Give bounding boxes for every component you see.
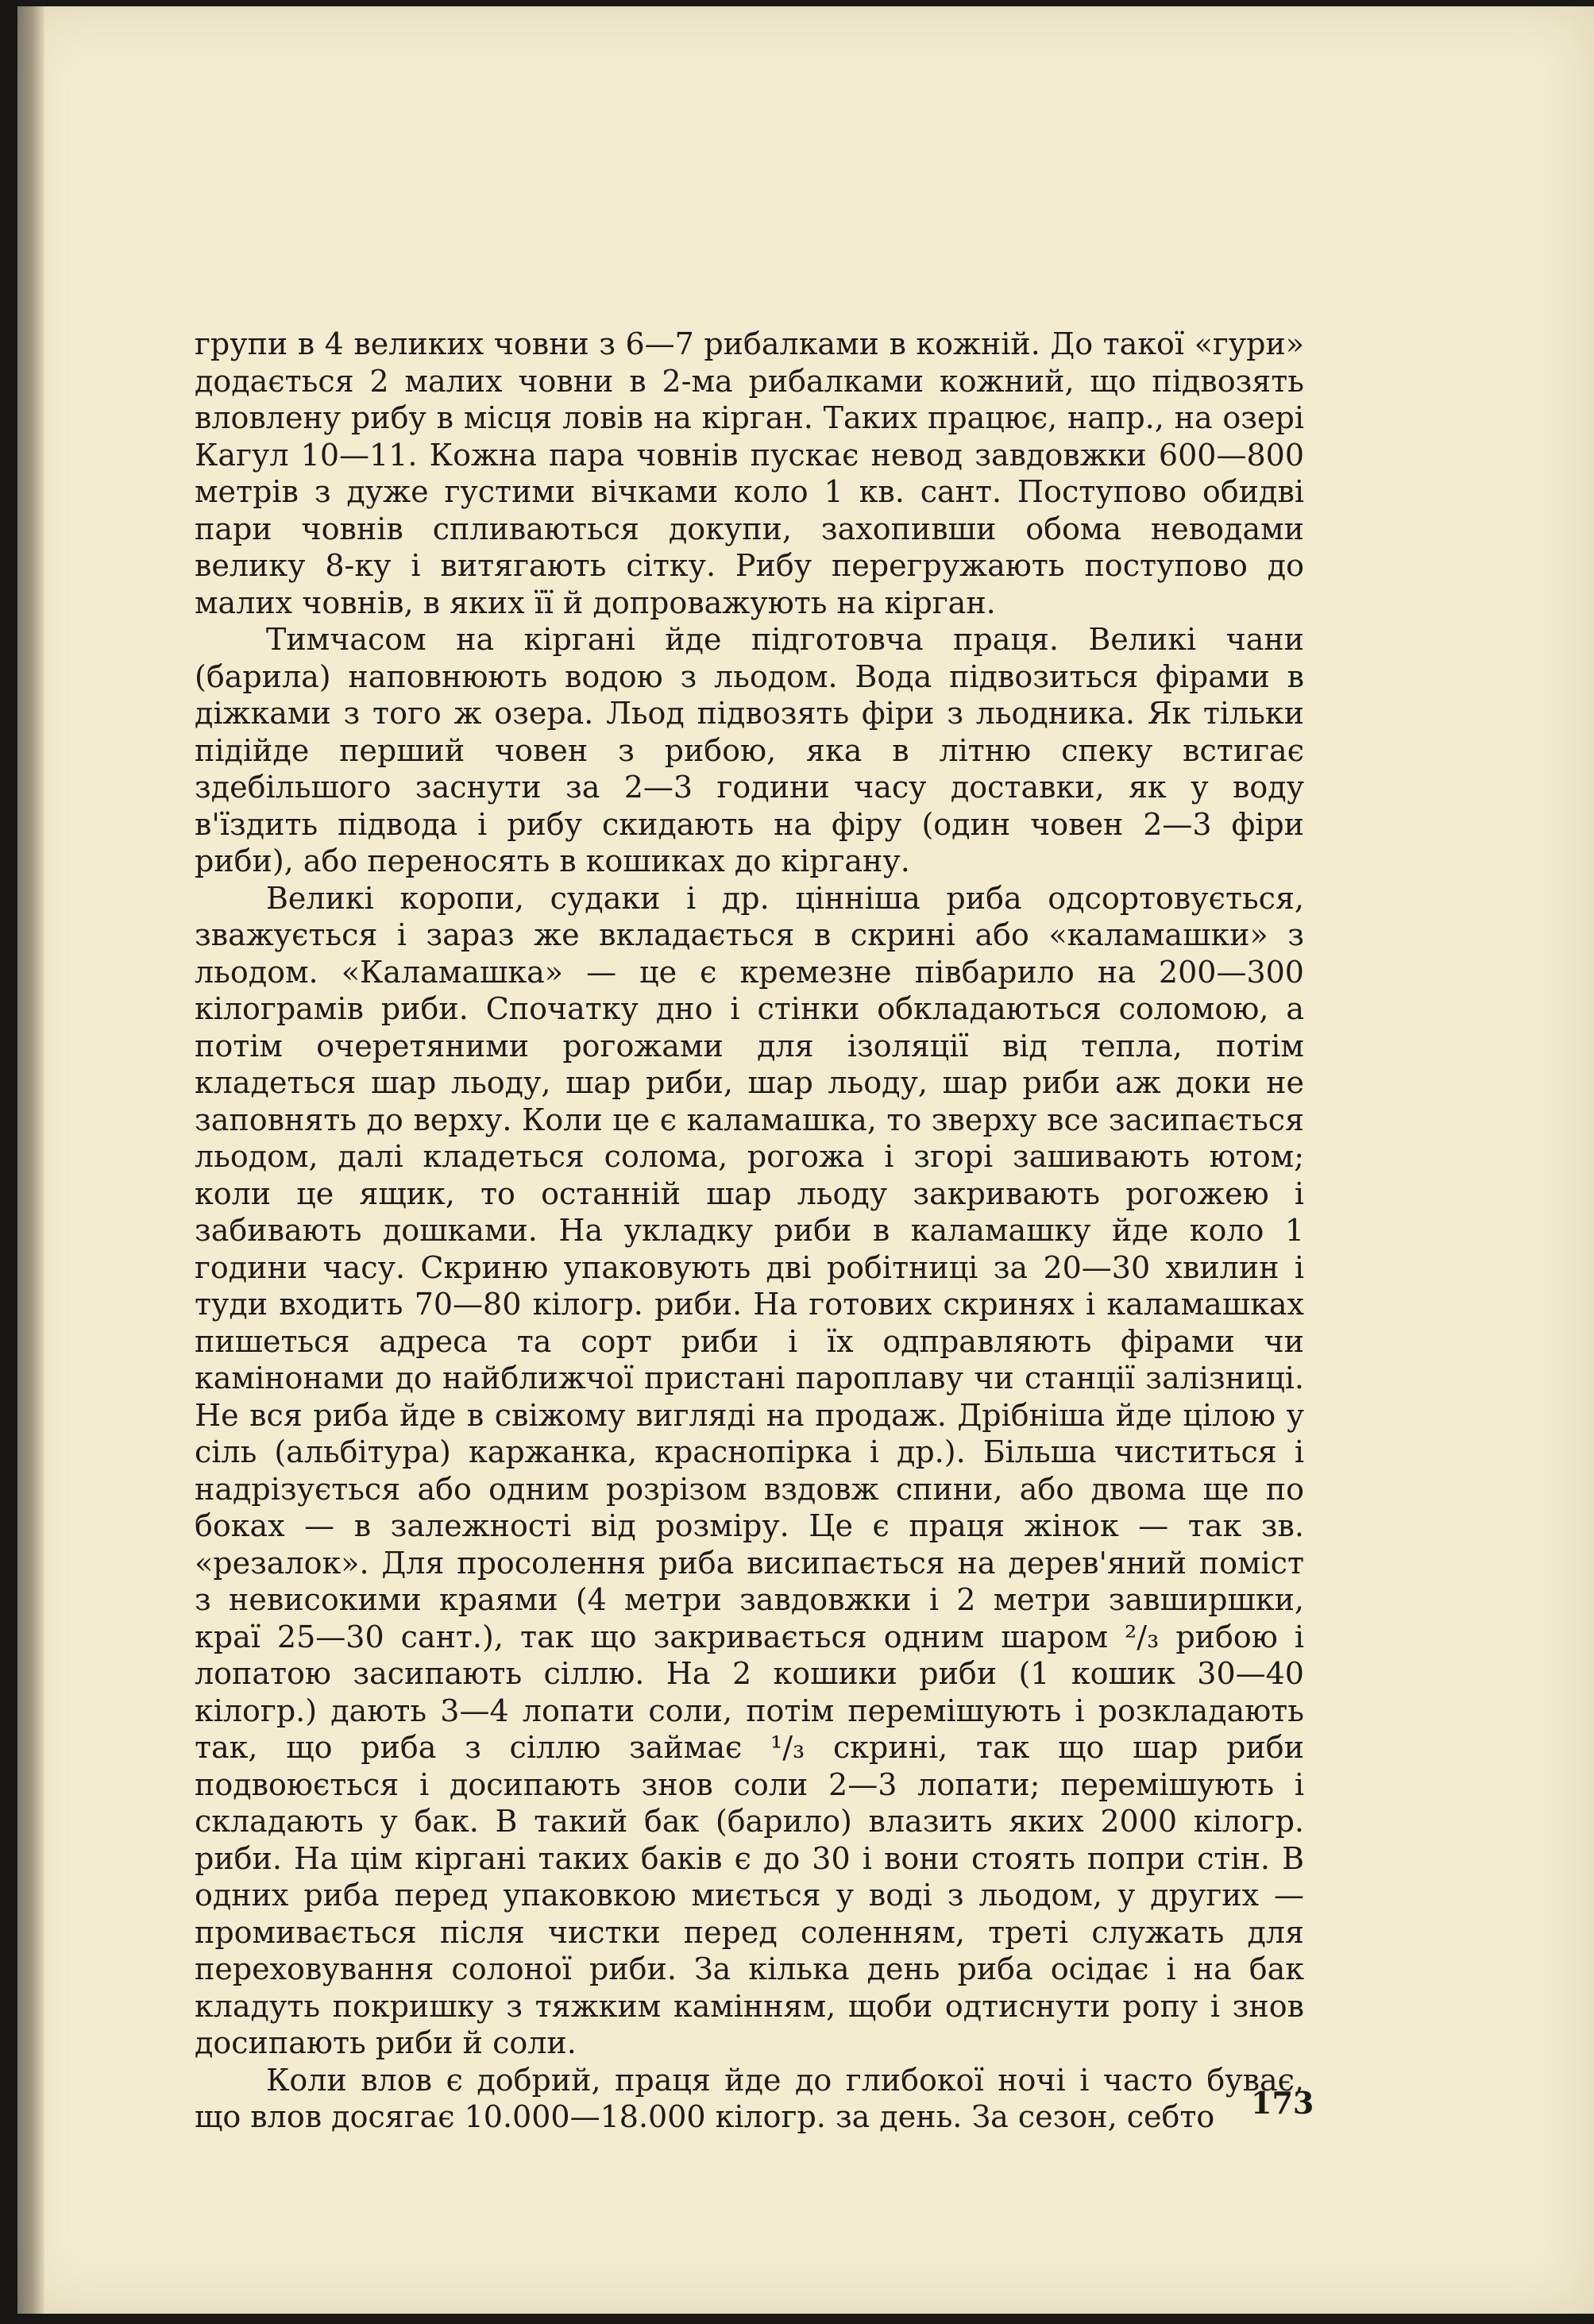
paragraph-2: Тимчасом на кіргані йде підготовча праця. Великі чани (барила) наповнюють водою з льодом. Вода підвозиться фірами в діжками з того ж озера. Льод підвозять фіри з льодника. Як тільки підійде перший човен з рибою, яка в літню спеку встигає здебільшого заснути за 2—3 години часу доставки, як у воду в'їздить підвода і рибу скидають на фіру (один човен 2—3 фіри риби), або переносять в кошиках до кіргану. xyxy=(195,622,1304,878)
page-number: 173 xyxy=(1251,2085,1314,2121)
page-binding-edge xyxy=(17,6,44,2314)
paragraph-3: Великі коропи, судаки і др. цінніша риба одсортовується, зважується і зараз же вкладається в скрині або «каламашки» з льодом. «Каламашка» — це є кремезне півбарило на 200—300 кілограмів риби. Спочатку дно і стінки обкладаються соломою, а потім очеретяними рогожами для ізоляції від тепла, потім кладеться шар льоду, шар риби, шар льоду, шар риби аж доки не заповнять до верху. Коли це є каламашка, то зверху все засипається льодом, далі кладеться солома, рогожа і згорі зашивають ютом; коли це ящик, то останній шар льоду закривають рогожею і забивають дошками. На укладку риби в каламашку йде коло 1 години часу. Скриню упаковують дві робітниці за 20—30 хвилин і туди входить 70—80 кілогр. риби. На готових скринях і каламашках пишеться адреса та сорт риби і їх одправляють фірами чи камінонами до найближчої пристані пароплаву чи станції залізниці. Не вся риба йде в свіжому вигляді на продаж. Дрібніша йде цілою у сіль (альбітура) каржанка, краснопірка і др.). Більша чиститься і надрізується або одним розрізом вздовж спини, або двома ще по боках — в залежності від розміру. Це є праця жінок — так зв. «резалок». Для просолення риба висипається на дерев'яний поміст з невисокими краями (4 метри завдовжки і 2 метри завширшки, краї 25—30 сант.), так що закривається одним шаром ²/₃ рибою і лопатою засипають сіллю. На 2 кошики риби (1 кошик 30—40 кілогр.) дають 3—4 лопати соли, потім перемішують і розкладають так, що риба з сіллю займає ¹/₃ скрині, так що шар риби подвоюється і досипають знов соли 2—3 лопати; перемішують і складають у бак. В такий бак (барило) влазить яких 2000 кілогр. риби. На цім кіргані таких баків є до 30 і вони стоять попри стін. В одних риба перед упаковкою миється у воді з льодом, у других — промивається після чистки перед соленням, треті служать для переховування солоної риби. За кілька день риба осідає і на бак кладуть покришку з тяжким камінням, щоби одтиснути ропу і знов досипають риби й соли. xyxy=(195,880,1304,2060)
paragraph-4: Коли влов є добрий, праця йде до глибокої ночі і часто буває, що влов досягає 10.000—18.000 кілогр. за день. За сезон, себто xyxy=(195,2062,1304,2134)
paragraph-1: групи в 4 великих човни з 6—7 рибалками в кожній. До такої «гури» додається 2 малих човни в 2-ма рибалками кожний, що підвозять вловлену рибу в місця ловів на кірган. Таких працює, напр., на озері Кагул 10—11. Кожна пара човнів пускає невод завдовжки 600—800 метрів з дуже густими вічками коло 1 кв. сант. Поступово обидві пари човнів спливаються докупи, захопивши обома неводами велику 8-ку і витягають сітку. Рибу перегружають поступово до малих човнів, в яких її й допроважують на кірган. xyxy=(195,326,1304,620)
book-page xyxy=(17,6,1594,2314)
body-text xyxy=(195,326,1314,2136)
